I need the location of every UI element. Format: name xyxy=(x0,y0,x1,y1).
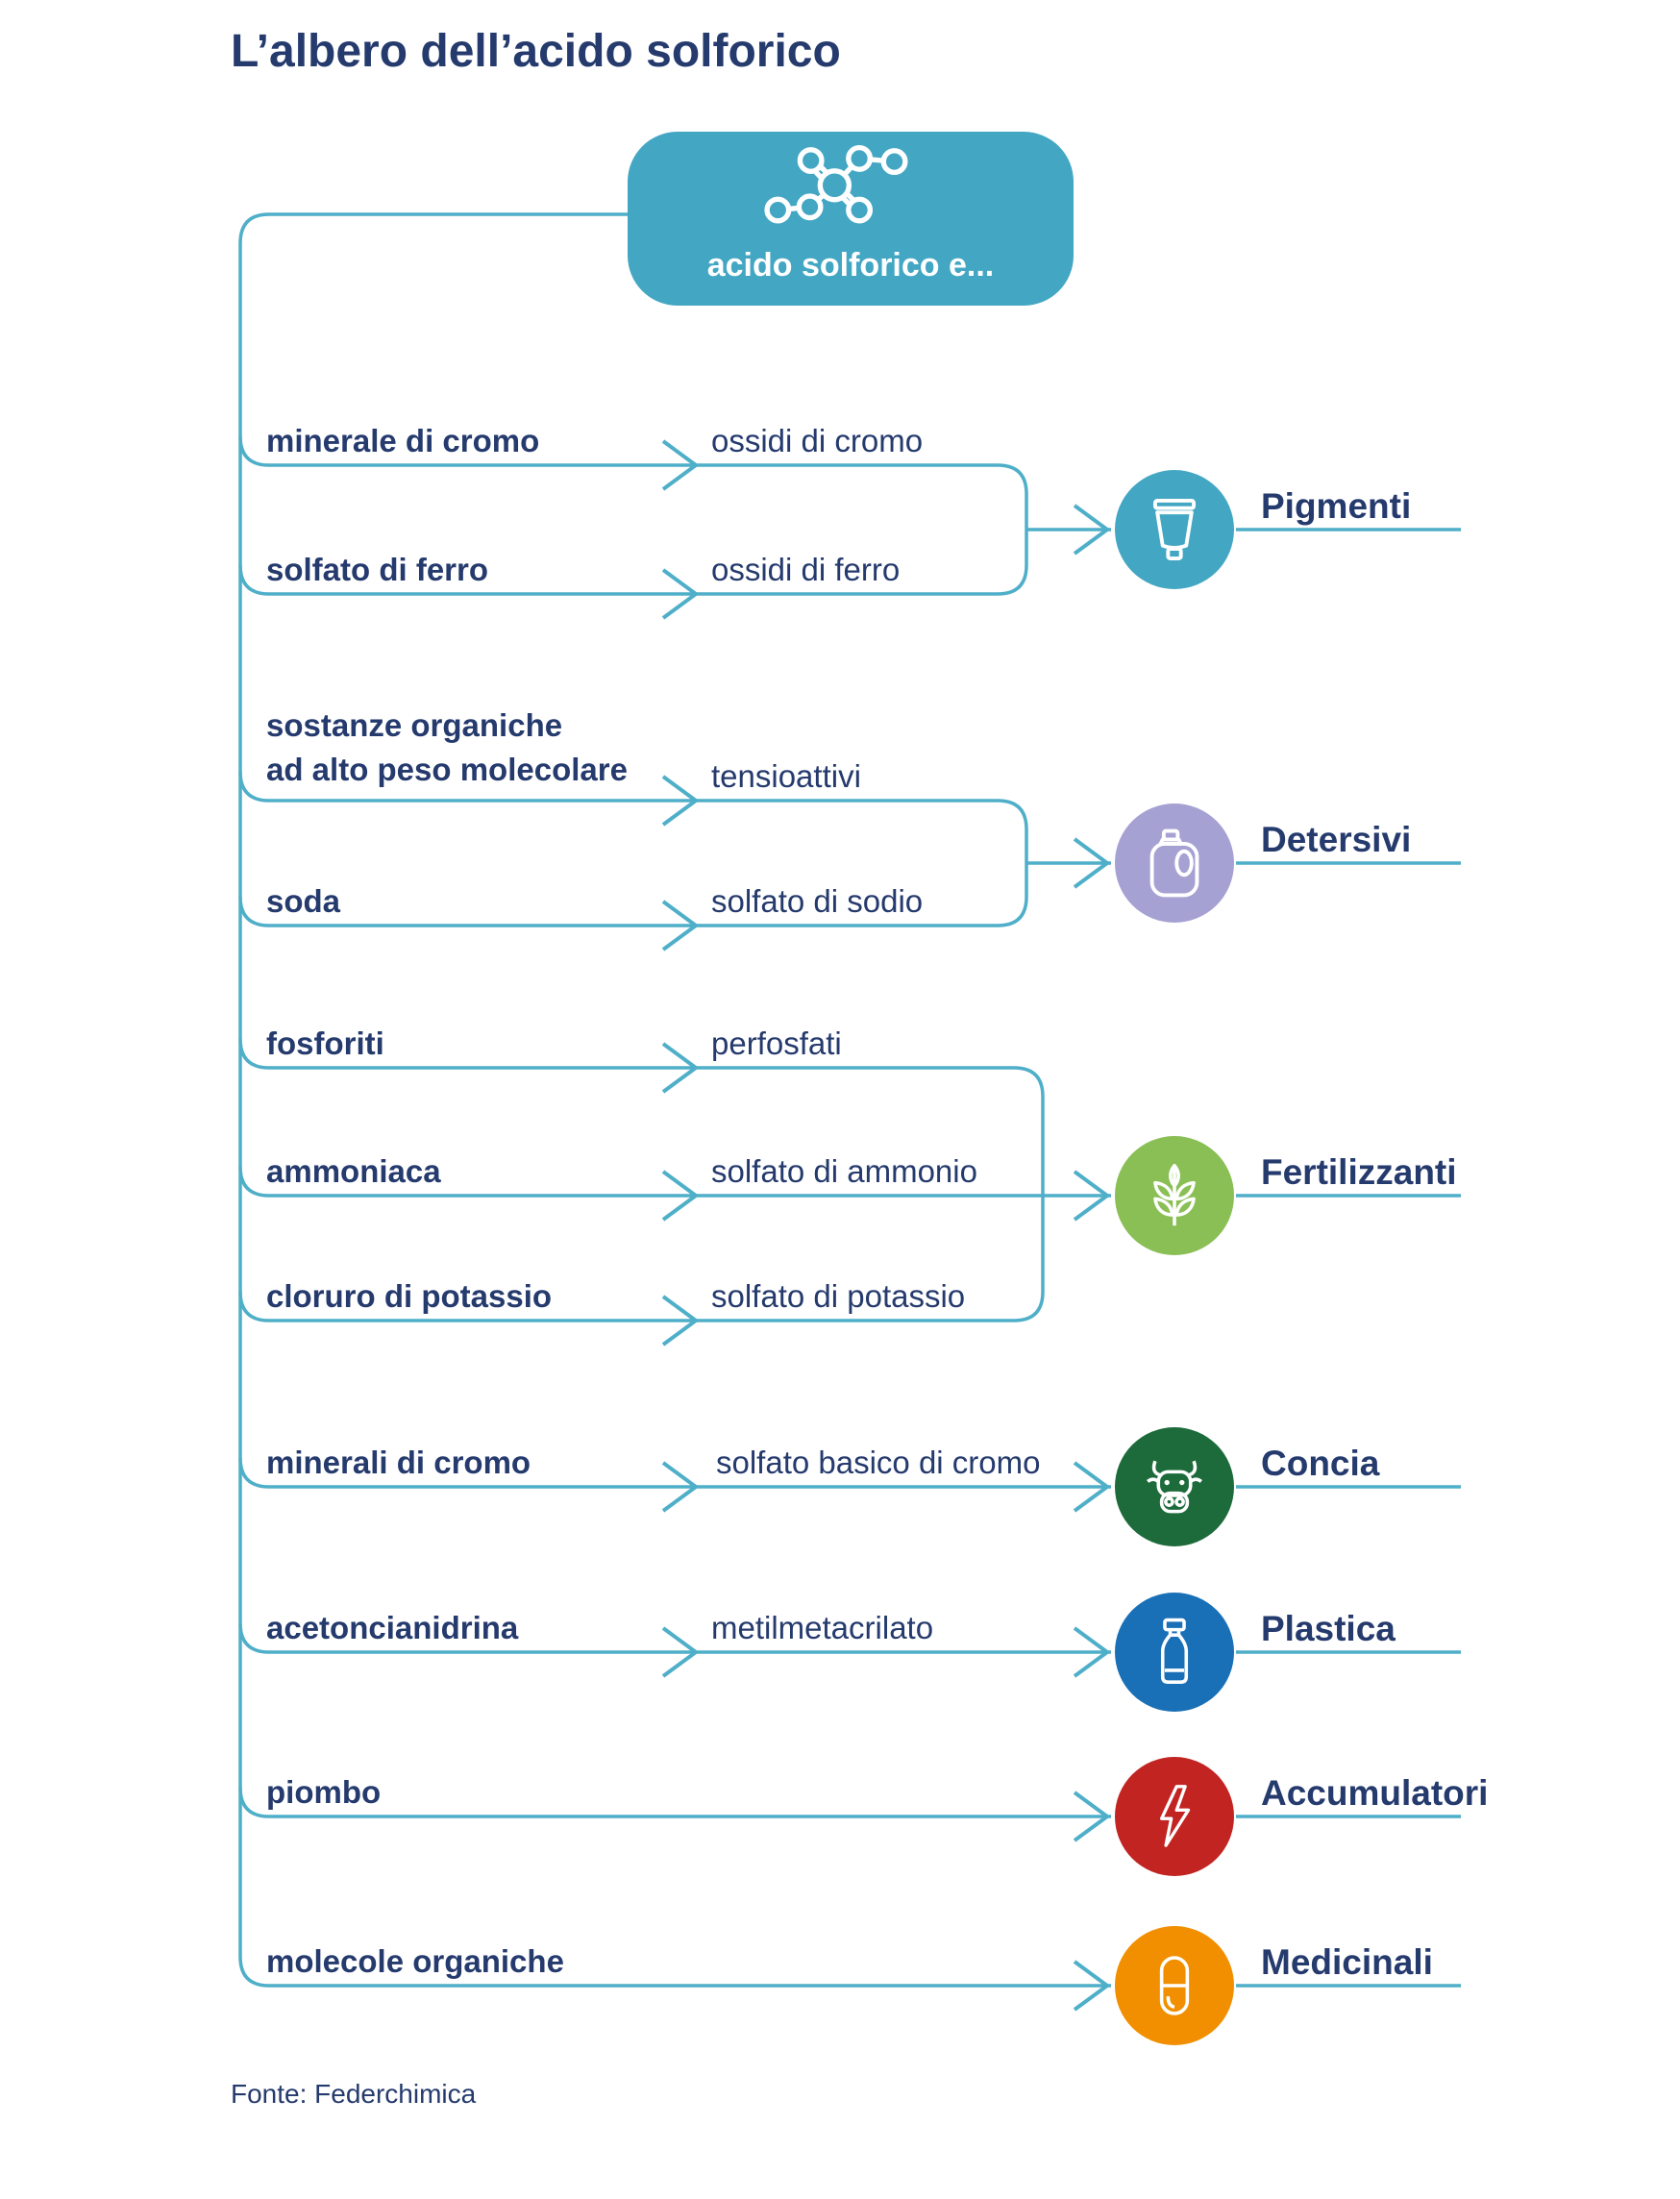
input-label: minerale di cromo xyxy=(266,423,540,458)
pill-icon xyxy=(1137,1948,1212,2023)
intermediate-label: solfato di potassio xyxy=(711,1278,966,1314)
product-label: Concia xyxy=(1261,1444,1380,1483)
input-label: cloruro di potassio xyxy=(266,1278,553,1314)
product-circle-medicinali xyxy=(1115,1926,1234,2045)
source-note: Fonte: Federchimica xyxy=(231,2079,477,2109)
page-title: L’albero dell’acido solforico xyxy=(231,26,841,77)
input-label: sostanze organiche ad alto peso molecolare xyxy=(266,707,628,787)
input-label: soda xyxy=(266,883,341,919)
product-circle-pigmenti xyxy=(1115,470,1234,589)
intermediate-label: perfosfati xyxy=(711,1025,842,1061)
product-label: Medicinali xyxy=(1261,1942,1433,1982)
product-label: Accumulatori xyxy=(1261,1773,1489,1813)
product-label: Detersivi xyxy=(1261,820,1412,859)
intermediate-label: solfato di sodio xyxy=(711,883,924,919)
product-circle-concia xyxy=(1115,1427,1234,1546)
lightning-icon xyxy=(1137,1779,1212,1854)
spray-bottle-icon xyxy=(1137,1615,1212,1690)
detergent-bottle-icon xyxy=(1137,826,1212,901)
input-label: piombo xyxy=(266,1774,382,1810)
input-label: molecole organiche xyxy=(266,1943,564,1979)
intermediate-label: solfato basico di cromo xyxy=(716,1445,1041,1480)
product-label: Fertilizzanti xyxy=(1261,1152,1457,1192)
input-label: ammoniaca xyxy=(266,1153,441,1189)
input-label: solfato di ferro xyxy=(266,552,489,587)
trunk-line xyxy=(240,214,628,1957)
input-label: fosforiti xyxy=(266,1025,384,1061)
intermediate-label: metilmetacrilato xyxy=(711,1610,934,1645)
product-circle-fertilizzanti xyxy=(1115,1136,1234,1255)
input-label: acetoncianidrina xyxy=(266,1610,519,1645)
wheat-icon xyxy=(1137,1158,1212,1233)
molecule-icon xyxy=(748,132,954,245)
product-circle-accumulatori xyxy=(1115,1757,1234,1876)
intermediate-label: tensioattivi xyxy=(711,758,861,794)
arrowheads xyxy=(663,441,1107,2010)
input-label: minerali di cromo xyxy=(266,1445,531,1480)
intermediate-label: solfato di ammonio xyxy=(711,1153,977,1189)
product-circle-detersivi xyxy=(1115,803,1234,923)
intermediate-label: ossidi di cromo xyxy=(711,423,924,458)
product-label: Pigmenti xyxy=(1261,486,1412,526)
root-label: acido solforico e... xyxy=(706,247,995,284)
cow-icon xyxy=(1137,1449,1212,1524)
paint-tube-icon xyxy=(1137,492,1212,567)
product-circle-plastica xyxy=(1115,1593,1234,1712)
product-label: Plastica xyxy=(1261,1609,1396,1648)
intermediate-label: ossidi di ferro xyxy=(711,552,901,587)
root-node xyxy=(628,132,1074,306)
